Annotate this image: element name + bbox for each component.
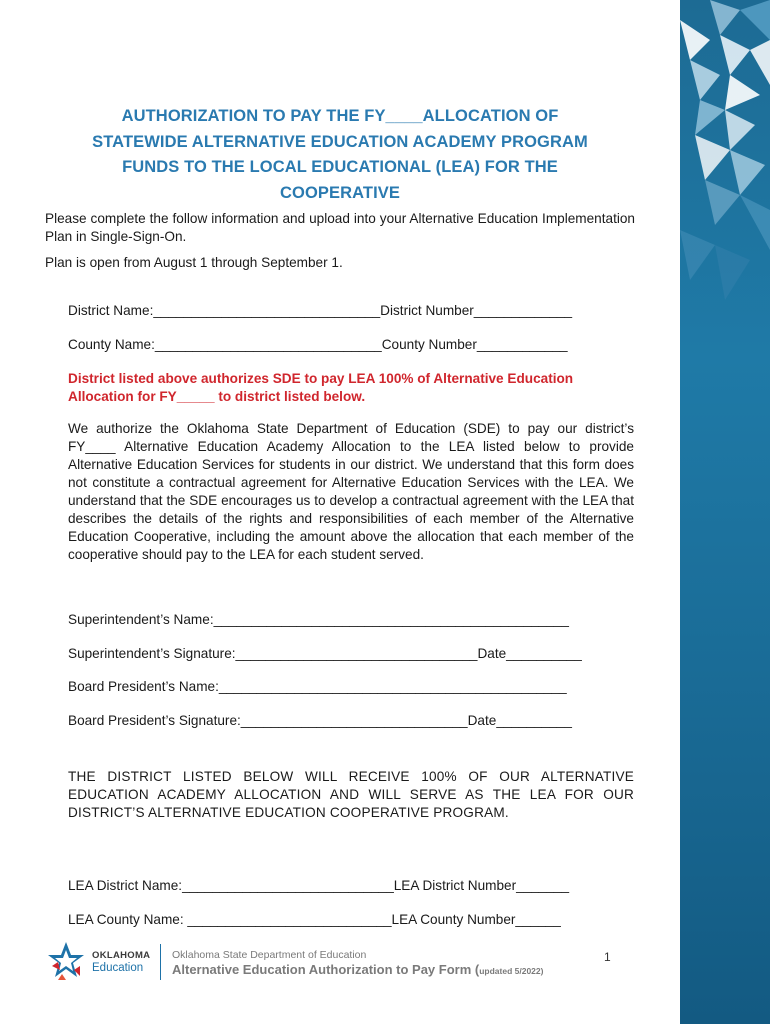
board-president-signature-field[interactable]: Board President’s Signature:______________________________Date__________	[68, 713, 572, 728]
county-name-field[interactable]: County Name:______________________________County Number____________	[68, 337, 568, 352]
form-title	[45, 104, 635, 206]
board-president-name-field[interactable]: Board President’s Name:______________________________________________	[68, 679, 567, 694]
superintendent-signature-field[interactable]: Superintendent’s Signature:________________________________Date__________	[68, 646, 582, 661]
superintendent-name-field[interactable]: Superintendent’s Name:_______________________________________________	[68, 612, 569, 627]
district-name-field[interactable]: District Name:______________________________District Number_____________	[68, 303, 573, 318]
footer-form-name: Alternative Education Authorization to Pay Form (	[172, 962, 480, 977]
receipt-statement: THE DISTRICT LISTED BELOW WILL RECEIVE 100% OF OUR ALTERNATIVE EDUCATION ACADEMY ALLOCATION AND WILL SERVE AS THE LEA FOR OUR DISTRICT’S ALTERNATIVE EDUCATION COOPERATIVE PROGRAM.	[68, 769, 634, 820]
oklahoma-education-star-logo-icon	[44, 940, 88, 984]
title-line-4: COOPERATIVE	[280, 183, 400, 202]
star-pattern-graphic	[680, 0, 770, 1024]
lea-county-field[interactable]: LEA County Name: ___________________________LEA County Number______	[68, 912, 561, 927]
page-number: 1	[604, 950, 611, 964]
logo-wordmark-oklahoma: OKLAHOMA	[92, 950, 151, 961]
decorative-sidebar	[680, 0, 770, 1024]
lea-district-field[interactable]: LEA District Name:____________________________LEA District Number_______	[68, 878, 570, 893]
authorization-notice: District listed above authorizes SDE to pay LEA 100% of Alternative Education Allocation for FY_____ to district listed below.	[68, 371, 574, 404]
footer-organization: Oklahoma State Department of Education	[172, 949, 367, 961]
footer-updated-date: updated 5/2022)	[479, 966, 544, 976]
title-line-3: FUNDS TO THE LOCAL EDUCATIONAL (LEA) FOR THE	[122, 158, 558, 176]
plan-open-dates: Plan is open from August 1 through September 1.	[45, 255, 343, 270]
authorization-body: We authorize the Oklahoma State Department of Education (SDE) to pay our district’s FY____ Alternative Education Academy Allocation to the LEA listed below to provide Alternative Education Services for students in our district. We understand that this form does not constitute a contractual agreement for Alternative Education Services with the LEA. We understand that the SDE encourages us to develop a contractual agreement with the LEA that describes the details of the rights and responsibilities of each member of the Alternative Education Cooperative, including the amount above the allocation that each member of the cooperative should pay to the LEA for each student served.	[68, 421, 634, 562]
title-line-2: STATEWIDE ALTERNATIVE EDUCATION ACADEMY PROGRAM	[92, 132, 588, 151]
intro-instructions: Please complete the follow information and upload into your Alternative Education Implementation Plan in Single-Sign-On.	[45, 211, 635, 244]
title-line-1: AUTHORIZATION TO PAY THE FY____ALLOCATION OF	[121, 107, 559, 125]
footer-form-title	[172, 962, 543, 977]
logo-wordmark-education: Education	[92, 962, 144, 974]
footer-divider	[160, 944, 161, 980]
